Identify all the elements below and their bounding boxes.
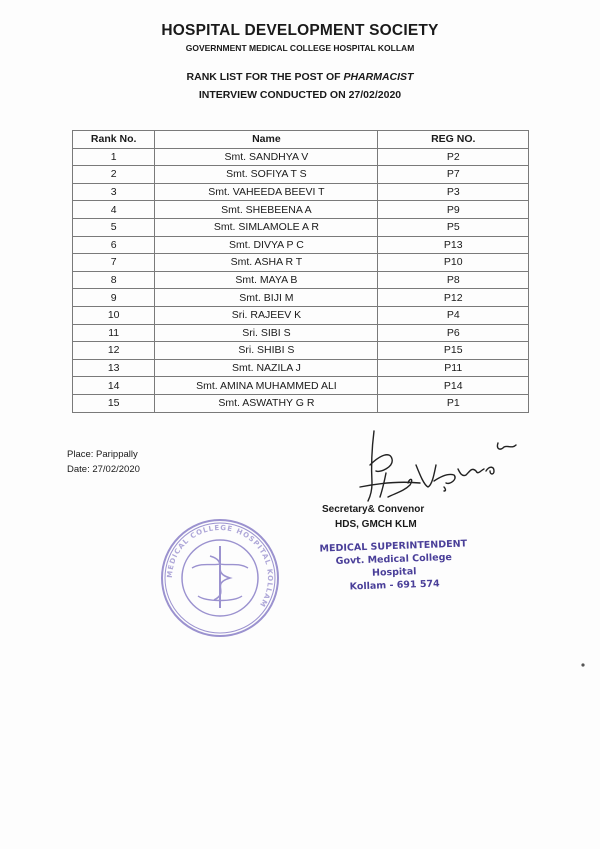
table-row bbox=[73, 236, 529, 254]
column-header-rank: Rank No. bbox=[73, 131, 155, 149]
name-cell: Sri. SHIBI S bbox=[155, 342, 378, 360]
rank-cell: 6 bbox=[73, 236, 155, 254]
reg-cell: P15 bbox=[378, 342, 529, 360]
rank-cell: 9 bbox=[73, 289, 155, 307]
post-name: PHARMACIST bbox=[343, 71, 414, 83]
name-cell: Smt. SOFIYA T S bbox=[155, 166, 378, 184]
rank-cell: 15 bbox=[73, 394, 155, 412]
signatory-block bbox=[322, 502, 424, 532]
rank-cell: 12 bbox=[73, 342, 155, 360]
rank-title-prefix: RANK LIST FOR THE POST OF bbox=[186, 71, 344, 83]
rank-cell: 8 bbox=[73, 271, 155, 289]
reg-cell: P12 bbox=[378, 289, 529, 307]
table-row bbox=[73, 289, 529, 307]
column-header-name: Name bbox=[155, 131, 378, 149]
column-header-reg: REG NO. bbox=[378, 131, 529, 149]
table-row bbox=[73, 271, 529, 289]
ink-dot bbox=[580, 662, 586, 668]
official-seal-image bbox=[154, 516, 286, 641]
rank-cell: 1 bbox=[73, 148, 155, 166]
reg-cell: P2 bbox=[378, 148, 529, 166]
document-subtitle: GOVERNMENT MEDICAL COLLEGE HOSPITAL KOLLAM bbox=[185, 43, 415, 53]
rank-cell: 4 bbox=[73, 201, 155, 219]
name-cell: Smt. ASHA R T bbox=[155, 254, 378, 272]
reg-cell: P8 bbox=[378, 271, 529, 289]
name-cell: Smt. BIJI M bbox=[155, 289, 378, 307]
table-row bbox=[73, 201, 529, 219]
rank-title-line bbox=[0, 68, 600, 86]
reg-cell: P6 bbox=[378, 324, 529, 342]
table-row bbox=[73, 394, 529, 412]
reg-cell: P9 bbox=[378, 201, 529, 219]
table-row bbox=[73, 306, 529, 324]
name-cell: Smt. SANDHYA V bbox=[155, 148, 378, 166]
document-title: HOSPITAL DEVELOPMENT SOCIETY bbox=[161, 22, 439, 39]
rank-cell: 11 bbox=[73, 324, 155, 342]
reg-cell: P14 bbox=[378, 377, 529, 395]
rank-cell: 10 bbox=[73, 306, 155, 324]
table-row bbox=[73, 377, 529, 395]
name-cell: Smt. NAZILA J bbox=[155, 359, 378, 377]
table-row bbox=[73, 148, 529, 166]
table-row bbox=[73, 324, 529, 342]
reg-cell: P3 bbox=[378, 183, 529, 201]
stamp-line-1: MEDICAL SUPERINTENDENT bbox=[319, 538, 468, 555]
table-row bbox=[73, 166, 529, 184]
rank-cell: 3 bbox=[73, 183, 155, 201]
table-row bbox=[73, 254, 529, 272]
name-cell: Smt. AMINA MUHAMMED ALI bbox=[155, 377, 378, 395]
name-cell: Smt. SHEBEENA A bbox=[155, 201, 378, 219]
stamp-line-3: Kollam - 691 574 bbox=[349, 578, 440, 593]
signatory-org: HDS, GMCH KLM bbox=[335, 519, 417, 530]
reg-cell: P7 bbox=[378, 166, 529, 184]
name-cell: Smt. DIVYA P C bbox=[155, 236, 378, 254]
superintendent-stamp bbox=[319, 537, 469, 594]
reg-cell: P4 bbox=[378, 306, 529, 324]
name-cell: Sri. SIBI S bbox=[155, 324, 378, 342]
name-cell: Smt. SIMLAMOLE A R bbox=[155, 218, 378, 236]
rank-cell: 13 bbox=[73, 359, 155, 377]
rank-cell: 2 bbox=[73, 166, 155, 184]
signatory-title: Secretary& Convenor bbox=[322, 504, 425, 515]
reg-cell: P11 bbox=[378, 359, 529, 377]
table-body bbox=[73, 148, 529, 412]
seal-ring-text: MEDICAL COLLEGE HOSPITAL KOLLAM bbox=[165, 523, 275, 609]
rank-cell: 7 bbox=[73, 254, 155, 272]
place-date-block bbox=[67, 447, 140, 477]
table-row bbox=[73, 342, 529, 360]
table-row bbox=[73, 183, 529, 201]
table-row bbox=[73, 359, 529, 377]
interview-date-line: INTERVIEW CONDUCTED ON 27/02/2020 bbox=[198, 89, 402, 101]
rank-list-heading bbox=[0, 68, 600, 104]
rank-cell: 14 bbox=[73, 377, 155, 395]
table-row bbox=[73, 218, 529, 236]
stamp-line-2: Govt. Medical College Hospital bbox=[335, 551, 453, 579]
name-cell: Smt. MAYA B bbox=[155, 271, 378, 289]
name-cell: Smt. ASWATHY G R bbox=[155, 394, 378, 412]
table-header-row bbox=[73, 131, 529, 149]
reg-cell: P1 bbox=[378, 394, 529, 412]
reg-cell: P10 bbox=[378, 254, 529, 272]
name-cell: Sri. RAJEEV K bbox=[155, 306, 378, 324]
place-text: Place: Parippally bbox=[67, 449, 138, 460]
reg-cell: P5 bbox=[378, 218, 529, 236]
date-text: Date: 27/02/2020 bbox=[67, 464, 140, 475]
name-cell: Smt. VAHEEDA BEEVI T bbox=[155, 183, 378, 201]
rank-cell: 5 bbox=[73, 218, 155, 236]
reg-cell: P13 bbox=[378, 236, 529, 254]
rank-list-table bbox=[72, 130, 529, 413]
